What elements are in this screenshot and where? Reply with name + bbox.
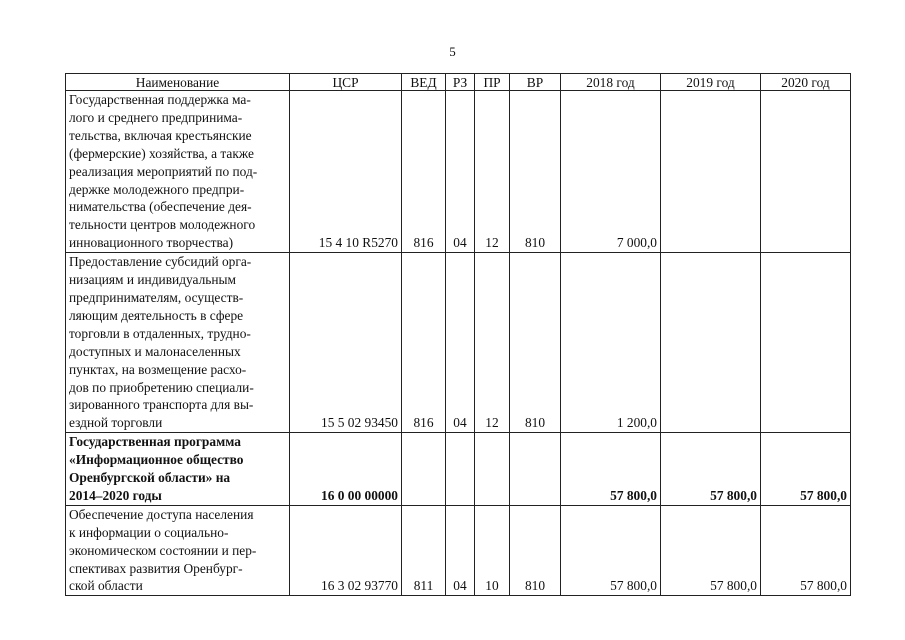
- row-name: Государственная программа «Информационное общество Оренбургской области» на 2014–2020 годы: [69, 434, 244, 503]
- budget-table: [65, 73, 851, 596]
- table-row: [66, 253, 851, 433]
- row-name-cell: [66, 505, 290, 596]
- row-csr: 16 0 00 00000: [290, 433, 402, 506]
- row-name: Обеспечение доступа населения к информации о социально- экономическом состоянии и пер- спективах развития Оренбург- ской области: [69, 506, 257, 594]
- row-2020: [761, 253, 851, 433]
- row-pr: 12: [475, 253, 510, 433]
- table-row: [66, 91, 851, 253]
- header-rz: РЗ: [446, 74, 475, 91]
- row-csr: 16 3 02 93770: [290, 505, 402, 596]
- header-name: Наименование: [66, 74, 290, 91]
- row-2019: [661, 91, 761, 253]
- row-pr: [475, 433, 510, 506]
- row-rz: [446, 433, 475, 506]
- row-vr: [510, 433, 561, 506]
- table-row: [66, 505, 851, 596]
- row-ved: 816: [402, 91, 446, 253]
- header-2019: 2019 год: [661, 74, 761, 91]
- row-csr: 15 4 10 R5270: [290, 91, 402, 253]
- row-2020: [761, 91, 851, 253]
- row-2020: 57 800,0: [761, 433, 851, 506]
- page-number: 5: [449, 44, 456, 59]
- row-ved: 811: [402, 505, 446, 596]
- row-vr: 810: [510, 505, 561, 596]
- row-2018: 7 000,0: [561, 91, 661, 253]
- row-pr: 12: [475, 91, 510, 253]
- row-2020: 57 800,0: [761, 505, 851, 596]
- row-name: Государственная поддержка ма- лого и среднего предпринима- тельства, включая крестьянские (фермерские) хозяйства, а также реализация мероприятий по под- держке молодежного предпри- нимательства (обеспечение дея- тельности центров молодежного инновационного творчества): [69, 92, 258, 251]
- row-name: Предоставление субсидий орга- низациям и индивидуальным предпринимателям, осуществ- ляющим деятельность в сфере торговли в отдаленных, трудно- доступных и малонаселенных пунктах, на возмещение расхо- дов по приобретению специали- зированного транспорта для вы- ездной торговли: [69, 254, 254, 431]
- row-rz: 04: [446, 505, 475, 596]
- row-vr: 810: [510, 91, 561, 253]
- header-vr: ВР: [510, 74, 561, 91]
- row-2018: 57 800,0: [561, 505, 661, 596]
- row-2019: [661, 253, 761, 433]
- header-2020: 2020 год: [761, 74, 851, 91]
- row-2019: 57 800,0: [661, 433, 761, 506]
- header-pr: ПР: [475, 74, 510, 91]
- header-2018: 2018 год: [561, 74, 661, 91]
- row-name-cell: [66, 91, 290, 253]
- row-2018: 57 800,0: [561, 433, 661, 506]
- header-ved: ВЕД: [402, 74, 446, 91]
- row-ved: [402, 433, 446, 506]
- row-rz: 04: [446, 91, 475, 253]
- row-2019: 57 800,0: [661, 505, 761, 596]
- row-csr: 15 5 02 93450: [290, 253, 402, 433]
- row-2018: 1 200,0: [561, 253, 661, 433]
- row-ved: 816: [402, 253, 446, 433]
- row-rz: 04: [446, 253, 475, 433]
- row-name-cell: [66, 433, 290, 506]
- row-name-cell: [66, 253, 290, 433]
- row-vr: 810: [510, 253, 561, 433]
- row-pr: 10: [475, 505, 510, 596]
- header-csr: ЦСР: [290, 74, 402, 91]
- table-row-program: [66, 433, 851, 506]
- table-header-row: [66, 74, 851, 91]
